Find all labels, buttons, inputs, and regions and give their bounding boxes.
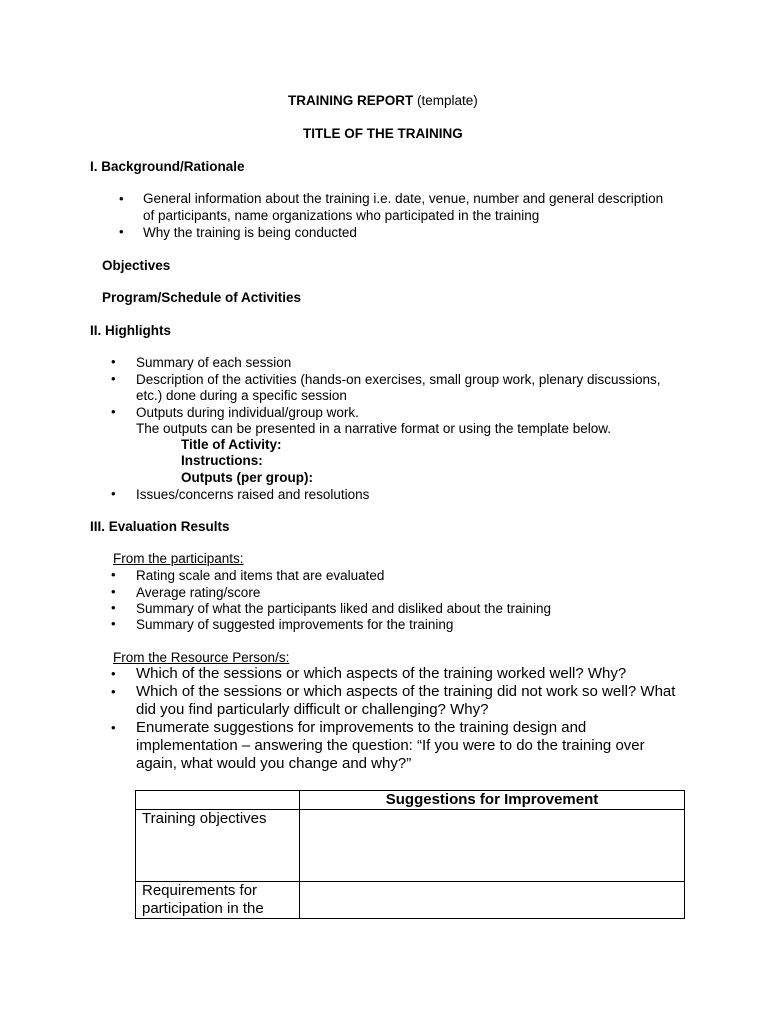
bullet-icon: • bbox=[119, 191, 124, 206]
bullet-icon: • bbox=[111, 684, 116, 699]
bullet-icon: • bbox=[111, 371, 116, 386]
table-row bbox=[136, 882, 685, 919]
template-field: Title of Activity: bbox=[181, 437, 282, 452]
template-note: (template) bbox=[417, 93, 478, 108]
list-item: Rating scale and items that are evaluated bbox=[136, 568, 385, 583]
row-label: Training objectives bbox=[142, 810, 267, 827]
table-cell bbox=[136, 882, 300, 919]
objectives-heading: Objectives bbox=[102, 258, 171, 273]
table-cell bbox=[300, 810, 685, 882]
table-row bbox=[136, 810, 685, 882]
table-cell bbox=[136, 810, 300, 882]
list-item: The outputs can be presented in a narrative format or using the template below. bbox=[136, 421, 612, 436]
resource-person-label: From the Resource Person/s: bbox=[113, 650, 290, 665]
bullet-icon: • bbox=[111, 354, 116, 369]
list-item: implementation – answering the question: “If you were to do the training over bbox=[136, 737, 645, 754]
bullet-icon: • bbox=[111, 584, 116, 599]
list-item: Which of the sessions or which aspects of the training did not work so well? What bbox=[136, 683, 676, 700]
list-item: Enumerate suggestions for improvements to the training design and bbox=[136, 719, 587, 736]
bullet-icon: • bbox=[111, 720, 116, 735]
list-item: Summary of what the participants liked and disliked about the training bbox=[136, 601, 551, 616]
bullet-icon: • bbox=[111, 486, 116, 501]
list-item: did you find particularly difficult or challenging? Why? bbox=[136, 701, 489, 718]
row-label: participation in the bbox=[142, 900, 264, 917]
list-item: General information about the training i.e. date, venue, number and general description bbox=[143, 191, 664, 206]
list-item: again, what would you change and why?” bbox=[136, 755, 412, 772]
bullet-icon: • bbox=[111, 404, 116, 419]
training-title: TITLE OF THE TRAINING bbox=[303, 126, 463, 141]
template-field: Outputs (per group): bbox=[181, 470, 313, 485]
bullet-icon: • bbox=[111, 567, 116, 582]
participants-label: From the participants: bbox=[113, 551, 244, 566]
section-2-heading: II. Highlights bbox=[90, 323, 171, 338]
bullet-icon: • bbox=[111, 600, 116, 615]
suggestions-table bbox=[135, 790, 685, 919]
table-cell bbox=[300, 882, 685, 919]
list-item: Summary of each session bbox=[136, 355, 292, 370]
list-item: Which of the sessions or which aspects of the training worked well? Why? bbox=[136, 665, 627, 682]
section-1-heading: I. Background/Rationale bbox=[90, 159, 245, 174]
table-header: Suggestions for Improvement bbox=[300, 791, 685, 810]
program-heading: Program/Schedule of Activities bbox=[102, 290, 302, 305]
list-item: Description of the activities (hands-on exercises, small group work, plenary discussions, bbox=[136, 372, 661, 387]
list-item: of participants, name organizations who participated in the training bbox=[143, 208, 540, 223]
list-item: etc.) done during a specific session bbox=[136, 388, 347, 403]
list-item: Outputs during individual/group work. bbox=[136, 405, 359, 420]
page-title bbox=[288, 92, 478, 109]
table-cell bbox=[136, 791, 300, 810]
row-label: Requirements for bbox=[142, 882, 258, 899]
list-item: Summary of suggested improvements for the training bbox=[136, 617, 454, 632]
report-title: TRAINING REPORT bbox=[288, 93, 414, 108]
section-3-heading: III. Evaluation Results bbox=[90, 519, 230, 534]
list-item: Issues/concerns raised and resolutions bbox=[136, 487, 370, 502]
template-field: Instructions: bbox=[181, 453, 263, 468]
bullet-icon: • bbox=[111, 666, 116, 681]
list-item: Why the training is being conducted bbox=[143, 225, 357, 240]
bullet-icon: • bbox=[119, 224, 124, 239]
bullet-icon: • bbox=[111, 616, 116, 631]
table-header-row bbox=[136, 791, 685, 810]
list-item: Average rating/score bbox=[136, 585, 261, 600]
